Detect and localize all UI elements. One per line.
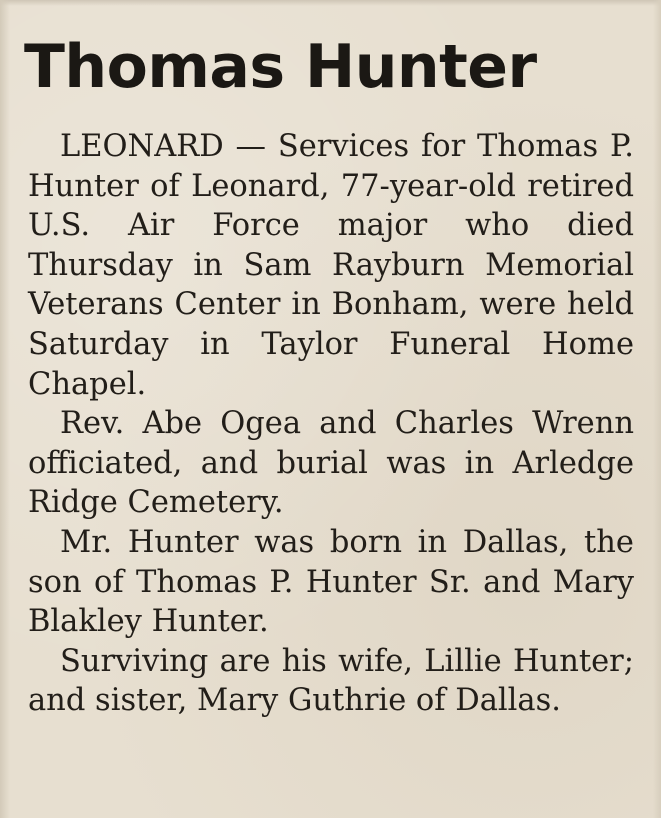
- paragraph-survivors: Surviving are his wife, Lillie Hunter; and sister, Mary Guthrie of Dallas.: [28, 643, 634, 719]
- paragraph-birth: Mr. Hunter was born in Dallas, the son of Thomas P. Hunter Sr. and Mary Blakley Hunter.: [28, 524, 634, 640]
- scan-edge-left: [0, 0, 10, 818]
- scan-edge-top: [0, 0, 661, 6]
- paragraph-officiants: Rev. Abe Ogea and Charles Wrenn officiated, and burial was in Arledge Ridge Cemetery.: [28, 406, 634, 521]
- obituary-headline: Thomas Hunter: [24, 32, 537, 102]
- obituary-body: [28, 127, 634, 721]
- paragraph-services: LEONARD — Services for Thomas P. Hunter of Leonard, 77-year-old retired U.S. Air Force major who died Thursday in Sam Rayburn Memorial Veterans Center in Bonham, were held Saturday in Taylor Funeral Home Chapel.: [28, 129, 634, 402]
- scan-edge-right: [653, 0, 661, 818]
